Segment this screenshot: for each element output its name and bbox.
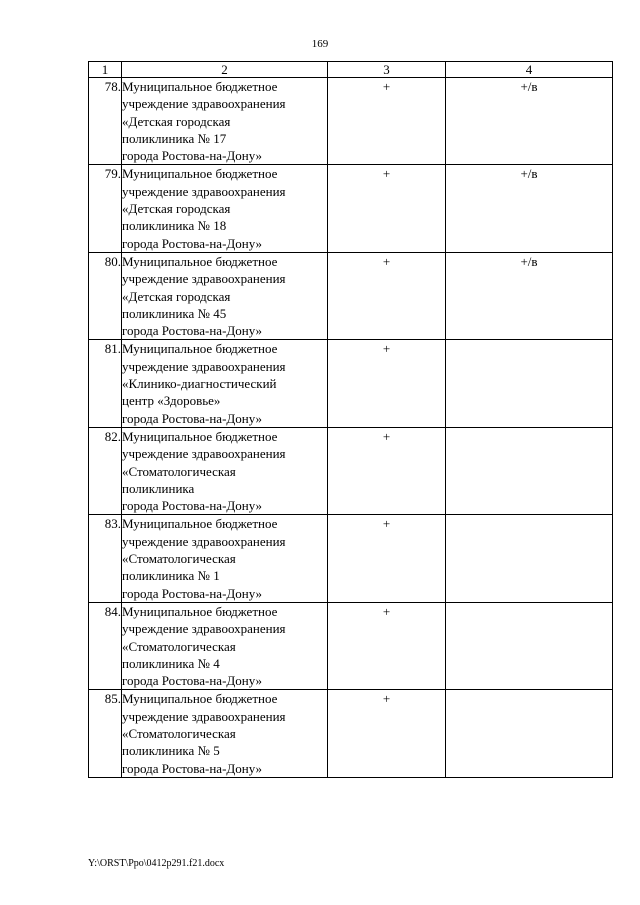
institution-name: Муниципальное бюджетное учреждение здравоохранения «Клинико-диагностический центр «Здоровье» города Ростова-на-Дону» (122, 340, 328, 427)
row-number: 81. (89, 340, 122, 427)
column-4-mark (446, 427, 613, 514)
column-4-mark: +/в (446, 165, 613, 252)
table-row (89, 602, 613, 689)
table-row (89, 515, 613, 602)
table-row (89, 690, 613, 777)
institution-name: Муниципальное бюджетное учреждение здравоохранения «Детская городская поликлиника № 18 города Ростова-на-Дону» (122, 165, 328, 252)
table-row (89, 78, 613, 165)
column-4-mark: +/в (446, 252, 613, 339)
row-number: 78. (89, 78, 122, 165)
institution-name: Муниципальное бюджетное учреждение здравоохранения «Детская городская поликлиника № 45 города Ростова-на-Дону» (122, 252, 328, 339)
row-number: 79. (89, 165, 122, 252)
column-header-3: 3 (328, 62, 446, 78)
institution-name: Муниципальное бюджетное учреждение здравоохранения «Детская городская поликлиника № 17 города Ростова-на-Дону» (122, 78, 328, 165)
column-3-mark: + (328, 602, 446, 689)
column-4-mark (446, 340, 613, 427)
column-header-4: 4 (446, 62, 613, 78)
table-row (89, 165, 613, 252)
table-row (89, 252, 613, 339)
page-number: 169 (311, 38, 329, 50)
row-number: 85. (89, 690, 122, 777)
table-row (89, 340, 613, 427)
table-header-row (89, 62, 613, 78)
file-path-footer: Y:\ORST\Ppo\0412p291.f21.docx (88, 858, 225, 869)
row-number: 84. (89, 602, 122, 689)
table-row (89, 427, 613, 514)
column-3-mark: + (328, 690, 446, 777)
institution-name: Муниципальное бюджетное учреждение здравоохранения «Стоматологическая поликлиника города Ростова-на-Дону» (122, 427, 328, 514)
row-number: 83. (89, 515, 122, 602)
institution-name: Муниципальное бюджетное учреждение здравоохранения «Стоматологическая поликлиника № 4 города Ростова-на-Дону» (122, 602, 328, 689)
column-3-mark: + (328, 515, 446, 602)
column-4-mark: +/в (446, 78, 613, 165)
row-number: 82. (89, 427, 122, 514)
column-3-mark: + (328, 165, 446, 252)
column-3-mark: + (328, 78, 446, 165)
column-3-mark: + (328, 252, 446, 339)
column-4-mark (446, 515, 613, 602)
institution-name: Муниципальное бюджетное учреждение здравоохранения «Стоматологическая поликлиника № 5 города Ростова-на-Дону» (122, 690, 328, 777)
institution-name: Муниципальное бюджетное учреждение здравоохранения «Стоматологическая поликлиника № 1 города Ростова-на-Дону» (122, 515, 328, 602)
column-4-mark (446, 602, 613, 689)
column-header-1: 1 (89, 62, 122, 78)
row-number: 80. (89, 252, 122, 339)
institutions-table (88, 61, 613, 778)
column-3-mark: + (328, 340, 446, 427)
column-4-mark (446, 690, 613, 777)
column-header-2: 2 (122, 62, 328, 78)
column-3-mark: + (328, 427, 446, 514)
